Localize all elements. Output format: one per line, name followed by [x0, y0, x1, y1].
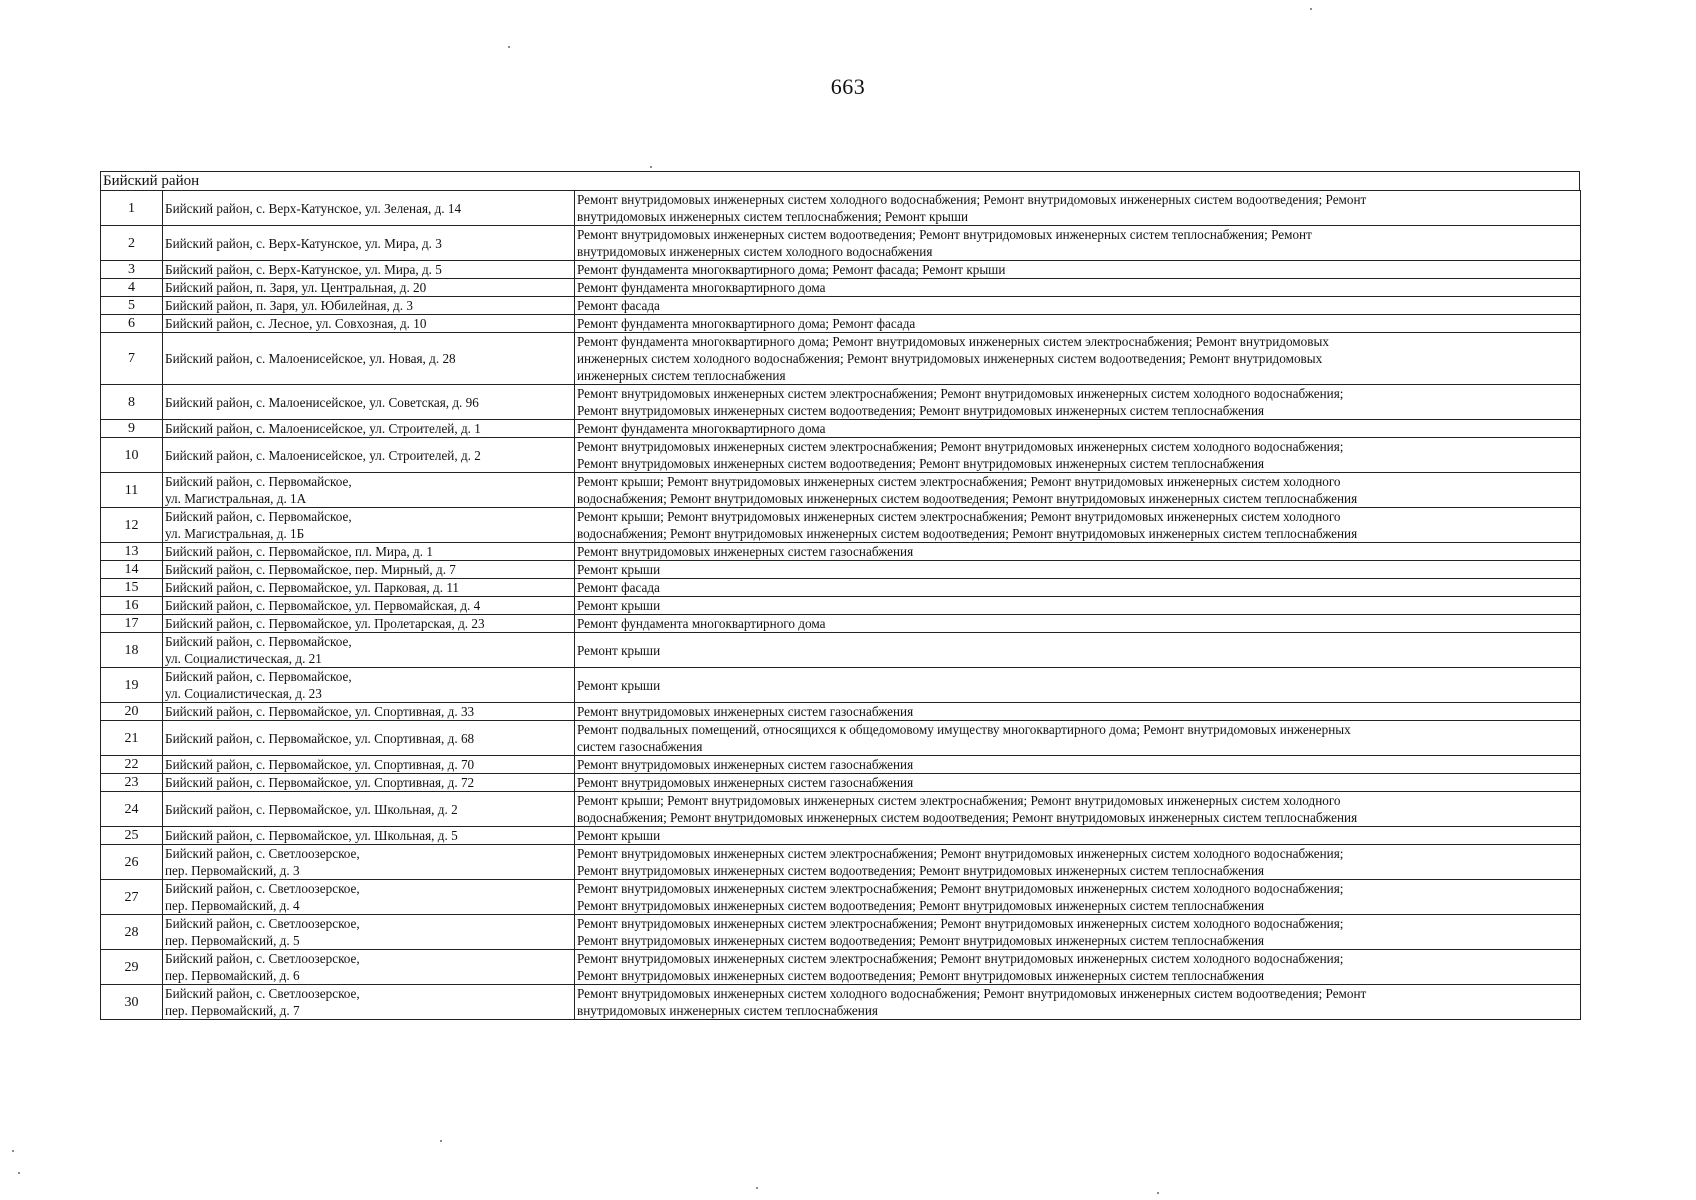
row-number: 29: [101, 950, 163, 985]
works-cell: [575, 721, 1581, 756]
works-cell: [575, 438, 1581, 473]
row-number: 4: [101, 279, 163, 297]
works-cell: [575, 333, 1581, 385]
table-row: [101, 721, 1581, 756]
works-line: внутридомовых инженерных систем холодного водоснабжения: [577, 244, 933, 259]
works-cell: [575, 315, 1581, 333]
works-line: Ремонт фундамента многоквартирного дома; Ремонт внутридомовых инженерных систем электроснабжения; Ремонт внутридомовых: [577, 334, 1329, 349]
works-cell: [575, 756, 1581, 774]
table-row: [101, 561, 1581, 579]
row-number: 20: [101, 703, 163, 721]
works-table-container: [100, 171, 1580, 1020]
works-cell: [575, 985, 1581, 1020]
row-number: 27: [101, 880, 163, 915]
works-line: внутридомовых инженерных систем теплоснабжения: [577, 1003, 878, 1018]
scan-speck: [1157, 1192, 1159, 1194]
address-line: Бийский район, с. Малоенисейское, ул. Советская, д. 96: [165, 394, 479, 410]
address-cell: [163, 756, 575, 774]
works-line: Ремонт внутридомовых инженерных систем водоотведения; Ремонт внутридомовых инженерных систем теплоснабжения: [577, 898, 1265, 913]
works-cell: [575, 579, 1581, 597]
address-line: Бийский район, с. Первомайское, ул. Спортивная, д. 68: [165, 730, 475, 746]
page-number: 663: [830, 74, 866, 99]
works-cell: [575, 508, 1581, 543]
works-line: Ремонт внутридомовых инженерных систем электроснабжения; Ремонт внутридомовых инженерных систем холодного водоснабжения;: [577, 846, 1344, 861]
address-line: Бийский район, с. Первомайское,: [165, 634, 352, 649]
address-cell: [163, 420, 575, 438]
works-line: Ремонт крыши: [577, 677, 661, 693]
row-number: 11: [101, 473, 163, 508]
works-cell: [575, 880, 1581, 915]
address-cell: [163, 915, 575, 950]
works-line: Ремонт подвальных помещений, относящихся к общедомовому имуществу многоквартирного дома; Ремонт внутридомовых инженерных: [577, 722, 1351, 737]
works-cell: [575, 543, 1581, 561]
scan-speck: [12, 1150, 14, 1152]
row-number: 14: [101, 561, 163, 579]
works-cell: [575, 385, 1581, 420]
table-row: [101, 191, 1581, 226]
row-number: 21: [101, 721, 163, 756]
address-cell: [163, 668, 575, 703]
works-cell: [575, 420, 1581, 438]
table-row: [101, 508, 1581, 543]
address-line: Бийский район, с. Светлоозерское,: [165, 986, 360, 1001]
address-line: Бийский район, п. Заря, ул. Центральная, д. 20: [165, 280, 427, 295]
row-number: 28: [101, 915, 163, 950]
table-row: [101, 315, 1581, 333]
works-cell: [575, 615, 1581, 633]
address-cell: [163, 950, 575, 985]
works-line: Ремонт крыши: [577, 598, 661, 613]
address-line: Бийский район, с. Первомайское, ул. Первомайская, д. 4: [165, 598, 481, 613]
works-cell: [575, 774, 1581, 792]
works-table-body: [101, 191, 1581, 1020]
row-number: 19: [101, 668, 163, 703]
works-cell: [575, 279, 1581, 297]
address-line: пер. Первомайский, д. 3: [165, 863, 300, 878]
address-line: пер. Первомайский, д. 5: [165, 933, 300, 948]
address-cell: [163, 845, 575, 880]
address-line: ул. Магистральная, д. 1Б: [165, 526, 305, 541]
table-row: [101, 543, 1581, 561]
works-cell: [575, 915, 1581, 950]
works-line: Ремонт внутридомовых инженерных систем электроснабжения; Ремонт внутридомовых инженерных систем холодного водоснабжения;: [577, 439, 1344, 454]
table-row: [101, 597, 1581, 615]
table-row: [101, 845, 1581, 880]
table-row: [101, 827, 1581, 845]
address-cell: [163, 827, 575, 845]
works-line: водоснабжения; Ремонт внутридомовых инженерных систем водоотведения; Ремонт внутридомовых инженерных систем теплоснабжения: [577, 810, 1358, 825]
works-cell: [575, 297, 1581, 315]
works-cell: [575, 191, 1581, 226]
address-line: Бийский район, п. Заря, ул. Юбилейная, д. 3: [165, 298, 413, 313]
row-number: 13: [101, 543, 163, 561]
address-line: Бийский район, с. Первомайское,: [165, 669, 352, 684]
works-cell: [575, 668, 1581, 703]
address-cell: [163, 333, 575, 385]
table-row: [101, 261, 1581, 279]
address-line: Бийский район, с. Малоенисейское, ул. Новая, д. 28: [165, 351, 456, 366]
address-line: Бийский район, с. Верх-Катунское, ул. Мира, д. 3: [165, 235, 442, 251]
address-line: Бийский район, с. Первомайское,: [165, 509, 352, 524]
scan-speck: [756, 1187, 758, 1189]
works-line: Ремонт внутридомовых инженерных систем электроснабжения; Ремонт внутридомовых инженерных систем холодного водоснабжения;: [577, 881, 1344, 896]
address-line: пер. Первомайский, д. 7: [165, 1003, 300, 1018]
table-row: [101, 792, 1581, 827]
row-number: 26: [101, 845, 163, 880]
table-row: [101, 279, 1581, 297]
scan-speck: [440, 1140, 442, 1142]
works-line: Ремонт внутридомовых инженерных систем электроснабжения; Ремонт внутридомовых инженерных систем холодного водоснабжения;: [577, 951, 1344, 966]
address-line: Бийский район, с. Светлоозерское,: [165, 881, 360, 896]
scan-speck: [650, 166, 652, 168]
works-line: инженерных систем теплоснабжения: [577, 368, 786, 383]
scan-speck: [1310, 8, 1312, 10]
works-line: Ремонт внутридомовых инженерных систем водоотведения; Ремонт внутридомовых инженерных систем теплоснабжения: [577, 933, 1265, 948]
address-cell: [163, 315, 575, 333]
address-cell: [163, 191, 575, 226]
row-number: 23: [101, 774, 163, 792]
address-line: Бийский район, с. Первомайское, ул. Спортивная, д. 70: [165, 757, 475, 772]
address-line: ул. Социалистическая, д. 21: [165, 651, 322, 666]
address-cell: [163, 633, 575, 668]
table-row: [101, 579, 1581, 597]
address-cell: [163, 703, 575, 721]
address-cell: [163, 721, 575, 756]
address-line: Бийский район, с. Первомайское, ул. Пролетарская, д. 23: [165, 616, 485, 631]
works-cell: [575, 597, 1581, 615]
works-cell: [575, 703, 1581, 721]
works-line: Ремонт внутридомовых инженерных систем электроснабжения; Ремонт внутридомовых инженерных систем холодного водоснабжения;: [577, 386, 1344, 401]
address-line: Бийский район, с. Первомайское, ул. Спортивная, д. 33: [165, 704, 475, 719]
address-line: Бийский район, с. Светлоозерское,: [165, 916, 360, 931]
works-line: Ремонт крыши; Ремонт внутридомовых инженерных систем электроснабжения; Ремонт внутридомовых инженерных систем холодного: [577, 793, 1341, 808]
works-line: Ремонт внутридомовых инженерных систем водоотведения; Ремонт внутридомовых инженерных систем теплоснабжения: [577, 456, 1265, 471]
works-line: Ремонт крыши: [577, 642, 661, 658]
row-number: 10: [101, 438, 163, 473]
table-row: [101, 703, 1581, 721]
address-line: Бийский район, с. Малоенисейское, ул. Строителей, д. 1: [165, 421, 481, 436]
works-line: Ремонт фундамента многоквартирного дома: [577, 280, 826, 295]
address-cell: [163, 508, 575, 543]
table-row: [101, 756, 1581, 774]
address-cell: [163, 597, 575, 615]
table-row: [101, 385, 1581, 420]
works-line: Ремонт фундамента многоквартирного дома: [577, 616, 826, 631]
works-line: Ремонт внутридомовых инженерных систем газоснабжения: [577, 775, 914, 790]
works-line: Ремонт крыши; Ремонт внутридомовых инженерных систем электроснабжения; Ремонт внутридомовых инженерных систем холодного: [577, 509, 1341, 524]
address-line: Бийский район, с. Первомайское, ул. Школьная, д. 2: [165, 801, 458, 817]
table-row: [101, 774, 1581, 792]
address-cell: [163, 261, 575, 279]
address-line: ул. Магистральная, д. 1А: [165, 491, 307, 506]
address-line: ул. Социалистическая, д. 23: [165, 686, 322, 701]
works-line: Ремонт фасада: [577, 580, 660, 595]
row-number: 6: [101, 315, 163, 333]
address-cell: [163, 579, 575, 597]
works-cell: [575, 950, 1581, 985]
works-line: систем газоснабжения: [577, 739, 703, 754]
row-number: 3: [101, 261, 163, 279]
row-number: 17: [101, 615, 163, 633]
table-row: [101, 950, 1581, 985]
works-line: Ремонт внутридомовых инженерных систем газоснабжения: [577, 757, 914, 772]
works-line: Ремонт внутридомовых инженерных систем холодного водоснабжения; Ремонт внутридомовых инженерных систем водоотведения; Ремонт: [577, 986, 1367, 1001]
scan-speck: [508, 46, 510, 48]
address-line: Бийский район, с. Первомайское, ул. Спортивная, д. 72: [165, 775, 475, 790]
address-cell: [163, 473, 575, 508]
address-line: Бийский район, с. Малоенисейское, ул. Строителей, д. 2: [165, 447, 481, 463]
works-line: Ремонт внутридомовых инженерных систем водоотведения; Ремонт внутридомовых инженерных систем теплоснабжения: [577, 968, 1265, 983]
works-line: водоснабжения; Ремонт внутридомовых инженерных систем водоотведения; Ремонт внутридомовых инженерных систем теплоснабжения: [577, 491, 1358, 506]
address-cell: [163, 561, 575, 579]
row-number: 25: [101, 827, 163, 845]
table-row: [101, 438, 1581, 473]
address-line: Бийский район, с. Верх-Катунское, ул. Мира, д. 5: [165, 262, 442, 277]
works-cell: [575, 633, 1581, 668]
table-row: [101, 297, 1581, 315]
table-row: [101, 473, 1581, 508]
address-cell: [163, 792, 575, 827]
address-line: пер. Первомайский, д. 6: [165, 968, 300, 983]
works-line: Ремонт внутридомовых инженерных систем газоснабжения: [577, 704, 914, 719]
works-line: инженерных систем холодного водоснабжения; Ремонт внутридомовых инженерных систем водоотведения; Ремонт внутридомовых: [577, 351, 1323, 366]
works-cell: [575, 792, 1581, 827]
works-line: Ремонт внутридомовых инженерных систем холодного водоснабжения; Ремонт внутридомовых инженерных систем водоотведения; Ремонт: [577, 192, 1367, 207]
works-line: Ремонт внутридомовых инженерных систем водоотведения; Ремонт внутридомовых инженерных систем теплоснабжения: [577, 403, 1265, 418]
address-line: Бийский район, с. Первомайское,: [165, 474, 352, 489]
table-row: [101, 668, 1581, 703]
row-number: 12: [101, 508, 163, 543]
row-number: 30: [101, 985, 163, 1020]
address-line: Бийский район, с. Верх-Катунское, ул. Зеленая, д. 14: [165, 200, 462, 216]
works-cell: [575, 845, 1581, 880]
table-row: [101, 633, 1581, 668]
table-row: [101, 615, 1581, 633]
address-cell: [163, 279, 575, 297]
address-cell: [163, 615, 575, 633]
table-row: [101, 880, 1581, 915]
table-row: [101, 915, 1581, 950]
address-line: Бийский район, с. Первомайское, пл. Мира, д. 1: [165, 544, 433, 559]
address-cell: [163, 438, 575, 473]
row-number: 15: [101, 579, 163, 597]
row-number: 1: [101, 191, 163, 226]
works-line: водоснабжения; Ремонт внутридомовых инженерных систем водоотведения; Ремонт внутридомовых инженерных систем теплоснабжения: [577, 526, 1358, 541]
works-line: Ремонт фундамента многоквартирного дома: [577, 421, 826, 436]
address-cell: [163, 774, 575, 792]
works-cell: [575, 261, 1581, 279]
works-line: Ремонт крыши: [577, 562, 661, 577]
address-cell: [163, 543, 575, 561]
scan-speck: [18, 1172, 20, 1174]
works-line: внутридомовых инженерных систем теплоснабжения; Ремонт крыши: [577, 209, 969, 224]
works-line: Ремонт внутридомовых инженерных систем водоотведения; Ремонт внутридомовых инженерных систем теплоснабжения: [577, 863, 1265, 878]
row-number: 5: [101, 297, 163, 315]
region-header: Бийский район: [100, 171, 1580, 190]
works-line: Ремонт внутридомовых инженерных систем электроснабжения; Ремонт внутридомовых инженерных систем холодного водоснабжения;: [577, 916, 1344, 931]
table-row: [101, 420, 1581, 438]
works-cell: [575, 226, 1581, 261]
works-line: Ремонт внутридомовых инженерных систем газоснабжения: [577, 544, 914, 559]
table-row: [101, 333, 1581, 385]
row-number: 7: [101, 333, 163, 385]
address-line: Бийский район, с. Лесное, ул. Совхозная, д. 10: [165, 316, 427, 331]
address-line: Бийский район, с. Светлоозерское,: [165, 846, 360, 861]
address-line: Бийский район, с. Первомайское, ул. Парковая, д. 11: [165, 580, 460, 595]
address-cell: [163, 385, 575, 420]
row-number: 9: [101, 420, 163, 438]
address-line: Бийский район, с. Первомайское, пер. Мирный, д. 7: [165, 562, 456, 577]
address-cell: [163, 297, 575, 315]
works-table: [100, 190, 1581, 1020]
works-line: Ремонт крыши; Ремонт внутридомовых инженерных систем электроснабжения; Ремонт внутридомовых инженерных систем холодного: [577, 474, 1341, 489]
row-number: 2: [101, 226, 163, 261]
table-row: [101, 985, 1581, 1020]
address-cell: [163, 985, 575, 1020]
row-number: 8: [101, 385, 163, 420]
works-cell: [575, 473, 1581, 508]
works-cell: [575, 561, 1581, 579]
works-line: Ремонт крыши: [577, 828, 661, 843]
row-number: 22: [101, 756, 163, 774]
works-cell: [575, 827, 1581, 845]
address-line: Бийский район, с. Светлоозерское,: [165, 951, 360, 966]
address-cell: [163, 226, 575, 261]
address-line: пер. Первомайский, д. 4: [165, 898, 300, 913]
works-line: Ремонт внутридомовых инженерных систем водоотведения; Ремонт внутридомовых инженерных систем теплоснабжения; Ремонт: [577, 227, 1312, 242]
works-line: Ремонт фундамента многоквартирного дома; Ремонт фасада: [577, 316, 916, 331]
address-cell: [163, 880, 575, 915]
row-number: 18: [101, 633, 163, 668]
works-line: Ремонт фундамента многоквартирного дома; Ремонт фасада; Ремонт крыши: [577, 262, 1006, 277]
table-row: [101, 226, 1581, 261]
row-number: 16: [101, 597, 163, 615]
works-line: Ремонт фасада: [577, 298, 660, 313]
row-number: 24: [101, 792, 163, 827]
address-line: Бийский район, с. Первомайское, ул. Школьная, д. 5: [165, 828, 458, 843]
